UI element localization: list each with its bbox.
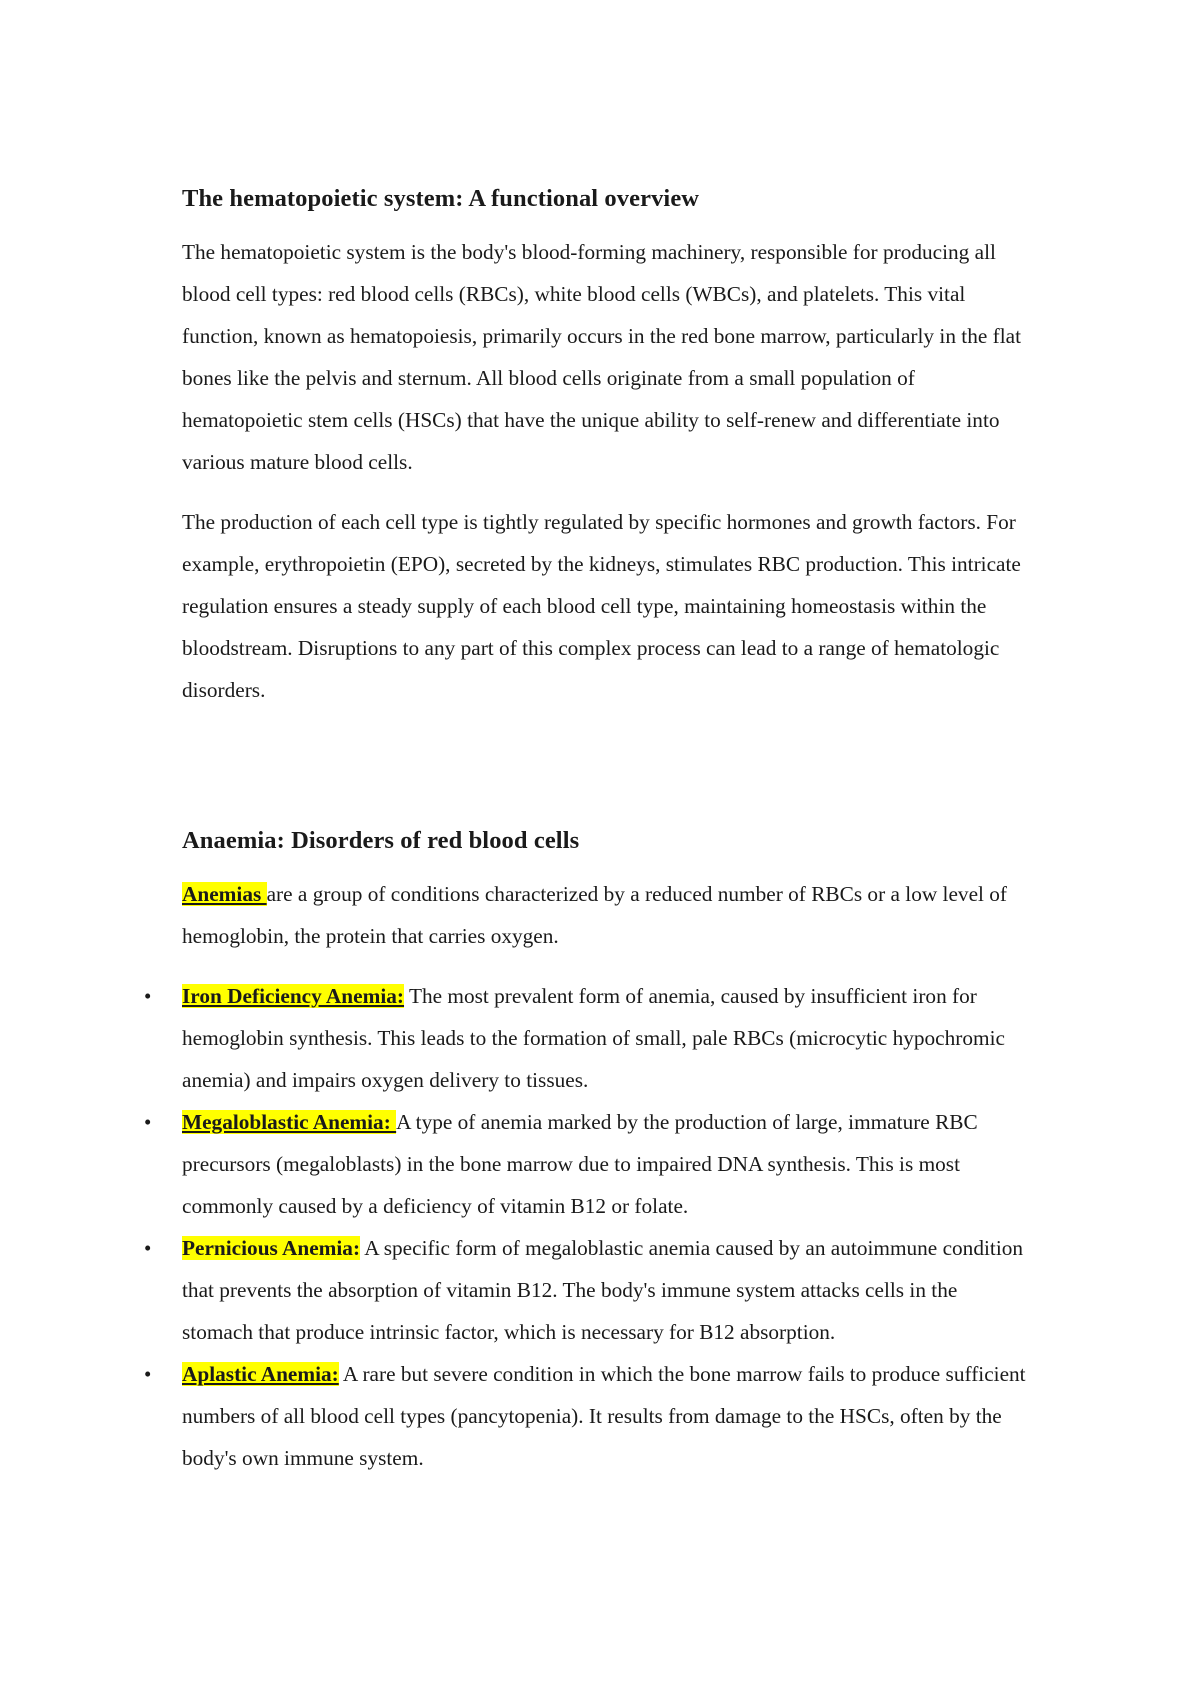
list-item-text: A rare but severe condition in which the bone marrow fails to produce sufficient numbers of all blood cell types (pancytopenia). It results from damage to the HSCs, often by the body's own immune system. (182, 1362, 1026, 1470)
document-body (144, 183, 1032, 1479)
list-item-text: A specific form of megaloblastic anemia caused by an autoimmune condition that prevents the absorption of vitamin B12. The body's immune system attacks cells in the stomach that produce intrinsic factor, which is necessary for B12 absorption. (182, 1236, 1024, 1344)
list-item-text: The most prevalent form of anemia, caused by insufficient iron for hemoglobin synthesis. This leads to the formation of small, pale RBCs (microcytic hypochromic anemia) and impairs oxygen delivery to tissues. (182, 984, 1005, 1092)
highlighted-term-anemias: Anemias (182, 882, 267, 906)
paragraph-overview: The hematopoietic system is the body's blood-forming machinery, responsible for producing all blood cell types: red blood cells (RBCs), white blood cells (WBCs), and platelets. This vital function, known as hematopoiesis, primarily occurs in the red bone marrow, particularly in the flat bones like the pelvis and sternum. All blood cells originate from a small population of hematopoietic stem cells (HSCs) that have the unique ability to self-renew and differentiate into various mature blood cells. (182, 240, 1022, 474)
highlighted-term: Megaloblastic Anemia: (182, 1110, 397, 1134)
anemia-types-list (144, 975, 1032, 1479)
list-item-text: A type of anemia marked by the production of large, immature RBC precursors (megaloblasts) in the bone marrow due to impaired DNA synthesis. This is most commonly caused by a deficiency of vitamin B12 or folate. (182, 1110, 978, 1218)
list-item-megaloblastic (144, 1101, 1032, 1227)
list-item-aplastic (144, 1353, 1032, 1479)
intro-text: are a group of conditions characterized by a reduced number of RBCs or a low level of hemoglobin, the protein that carries oxygen. (182, 882, 1007, 948)
section-heading-hematopoietic: The hematopoietic system: A functional overview (182, 185, 700, 212)
list-item-pernicious (144, 1227, 1032, 1353)
bullet-icon: • (144, 1110, 152, 1134)
list-item-iron-deficiency (144, 975, 1032, 1101)
highlighted-term: Aplastic Anemia: (182, 1362, 339, 1386)
paragraph-anemias-intro (182, 873, 1032, 957)
highlighted-term: Pernicious Anemia: (182, 1236, 361, 1260)
section-heading-anaemia: Anaemia: Disorders of red blood cells (182, 827, 580, 854)
highlighted-term: Iron Deficiency Anemia: (182, 984, 405, 1008)
bullet-icon: • (144, 1236, 152, 1260)
bullet-icon: • (144, 984, 152, 1008)
bullet-icon: • (144, 1362, 152, 1386)
paragraph-regulation: The production of each cell type is tightly regulated by specific hormones and growth factors. For example, erythropoietin (EPO), secreted by the kidneys, stimulates RBC production. This intricate regulation ensures a steady supply of each blood cell type, maintaining homeostasis within the bloodstream. Disruptions to any part of this complex process can lead to a range of hematologic disorders. (182, 510, 1021, 702)
